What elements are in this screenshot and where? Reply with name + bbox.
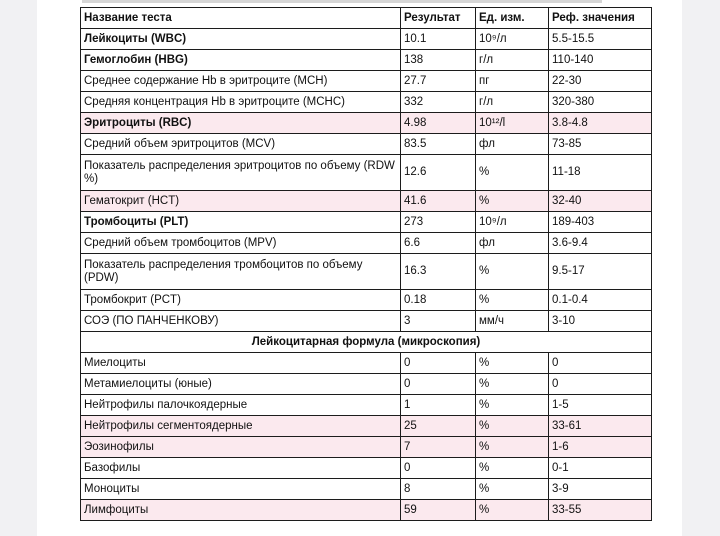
cut-off-caption	[82, 0, 602, 3]
result-cell: 138	[401, 50, 476, 71]
unit-cell: %	[476, 416, 549, 437]
result-cell: 83.5	[401, 134, 476, 155]
unit-cell: фл	[476, 233, 549, 254]
unit-cell: %	[476, 353, 549, 374]
reference-cell: 9.5-17	[549, 254, 652, 290]
reference-cell: 110-140	[549, 50, 652, 71]
unit-cell: г/л	[476, 92, 549, 113]
table-row	[81, 479, 652, 500]
test-name-cell: Миелоциты	[81, 353, 401, 374]
table-row	[81, 113, 652, 134]
result-cell: 4.98	[401, 113, 476, 134]
result-cell: 0	[401, 353, 476, 374]
header-reference: Реф. значения	[549, 8, 652, 29]
unit-cell: %	[476, 479, 549, 500]
unit-cell: мм/ч	[476, 311, 549, 332]
reference-cell: 189-403	[549, 212, 652, 233]
test-name-cell: Среднее содержание Hb в эритроците (MCH)	[81, 71, 401, 92]
test-name-cell: Базофилы	[81, 458, 401, 479]
test-name-cell: Средняя концентрация Hb в эритроците (MCHC)	[81, 92, 401, 113]
result-cell: 6.6	[401, 233, 476, 254]
reference-cell: 0-1	[549, 458, 652, 479]
reference-cell: 3.8-4.8	[549, 113, 652, 134]
result-cell: 8	[401, 479, 476, 500]
reference-cell: 3.6-9.4	[549, 233, 652, 254]
result-cell: 10.1	[401, 29, 476, 50]
table-row	[81, 500, 652, 521]
reference-cell: 22-30	[549, 71, 652, 92]
table-row	[81, 191, 652, 212]
unit-cell: %	[476, 155, 549, 191]
unit-cell: 10⁹/л	[476, 29, 549, 50]
test-name-cell: Лейкоциты (WBC)	[81, 29, 401, 50]
test-name-cell: Показатель распределения эритроцитов по объему (RDW %)	[81, 155, 401, 191]
unit-cell: %	[476, 254, 549, 290]
reference-cell: 11-18	[549, 155, 652, 191]
unit-cell: %	[476, 458, 549, 479]
table-row	[81, 290, 652, 311]
unit-cell: 10¹²/l	[476, 113, 549, 134]
test-name-cell: Тромбокрит (PCT)	[81, 290, 401, 311]
table-row	[81, 233, 652, 254]
section-title-row	[81, 332, 652, 353]
table-row	[81, 437, 652, 458]
unit-cell: %	[476, 290, 549, 311]
table-row	[81, 395, 652, 416]
test-name-cell: Лимфоциты	[81, 500, 401, 521]
test-name-cell: Эритроциты (RBC)	[81, 113, 401, 134]
test-name-cell: Метамиелоциты (юные)	[81, 374, 401, 395]
test-name-cell: СОЭ (ПО ПАНЧЕНКОВУ)	[81, 311, 401, 332]
reference-cell: 3-9	[549, 479, 652, 500]
unit-cell: %	[476, 395, 549, 416]
table-row	[81, 212, 652, 233]
unit-cell: пг	[476, 71, 549, 92]
reference-cell: 3-10	[549, 311, 652, 332]
reference-cell: 1-6	[549, 437, 652, 458]
table-row	[81, 92, 652, 113]
table-row	[81, 29, 652, 50]
leukocyte-section	[81, 332, 652, 353]
result-cell: 273	[401, 212, 476, 233]
table-row	[81, 254, 652, 290]
unit-cell: фл	[476, 134, 549, 155]
result-cell: 332	[401, 92, 476, 113]
test-name-cell: Средний объем эритроцитов (MCV)	[81, 134, 401, 155]
header-test-name: Название теста	[81, 8, 401, 29]
blood-test-table	[80, 7, 652, 521]
result-cell: 12.6	[401, 155, 476, 191]
reference-cell: 33-61	[549, 416, 652, 437]
reference-cell: 33-55	[549, 500, 652, 521]
unit-cell: %	[476, 437, 549, 458]
header-result: Результат	[401, 8, 476, 29]
test-name-cell: Моноциты	[81, 479, 401, 500]
reference-cell: 0.1-0.4	[549, 290, 652, 311]
header-unit: Ед. изм.	[476, 8, 549, 29]
result-cell: 7	[401, 437, 476, 458]
test-name-cell: Гемоглобин (HBG)	[81, 50, 401, 71]
table-row	[81, 374, 652, 395]
table-header-row	[81, 8, 652, 29]
result-cell: 16.3	[401, 254, 476, 290]
test-name-cell: Нейтрофилы сегментоядерные	[81, 416, 401, 437]
result-cell: 0.18	[401, 290, 476, 311]
table-row	[81, 71, 652, 92]
test-name-cell: Показатель распределения тромбоцитов по объему (PDW)	[81, 254, 401, 290]
test-name-cell: Средний объем тромбоцитов (MPV)	[81, 233, 401, 254]
result-cell: 3	[401, 311, 476, 332]
reference-cell: 73-85	[549, 134, 652, 155]
table-row	[81, 353, 652, 374]
table-row	[81, 134, 652, 155]
test-name-cell: Эозинофилы	[81, 437, 401, 458]
result-cell: 27.7	[401, 71, 476, 92]
leukocyte-formula-rows	[81, 353, 652, 521]
unit-cell: 10⁹/л	[476, 212, 549, 233]
reference-cell: 32-40	[549, 191, 652, 212]
reference-cell: 1-5	[549, 395, 652, 416]
result-cell: 1	[401, 395, 476, 416]
reference-cell: 5.5-15.5	[549, 29, 652, 50]
test-name-cell: Тромбоциты (PLT)	[81, 212, 401, 233]
test-name-cell: Гематокрит (HCT)	[81, 191, 401, 212]
table-row	[81, 311, 652, 332]
table-row	[81, 416, 652, 437]
unit-cell: %	[476, 191, 549, 212]
table-row	[81, 50, 652, 71]
table-row	[81, 155, 652, 191]
unit-cell: г/л	[476, 50, 549, 71]
section-title: Лейкоцитарная формула (микроскопия)	[81, 332, 652, 353]
unit-cell: %	[476, 374, 549, 395]
reference-cell: 0	[549, 374, 652, 395]
unit-cell: %	[476, 500, 549, 521]
result-cell: 41.6	[401, 191, 476, 212]
test-name-cell: Нейтрофилы палочкоядерные	[81, 395, 401, 416]
result-cell: 0	[401, 458, 476, 479]
blood-count-rows	[81, 29, 652, 332]
result-cell: 59	[401, 500, 476, 521]
reference-cell: 320-380	[549, 92, 652, 113]
result-cell: 25	[401, 416, 476, 437]
reference-cell: 0	[549, 353, 652, 374]
table-row	[81, 458, 652, 479]
result-cell: 0	[401, 374, 476, 395]
